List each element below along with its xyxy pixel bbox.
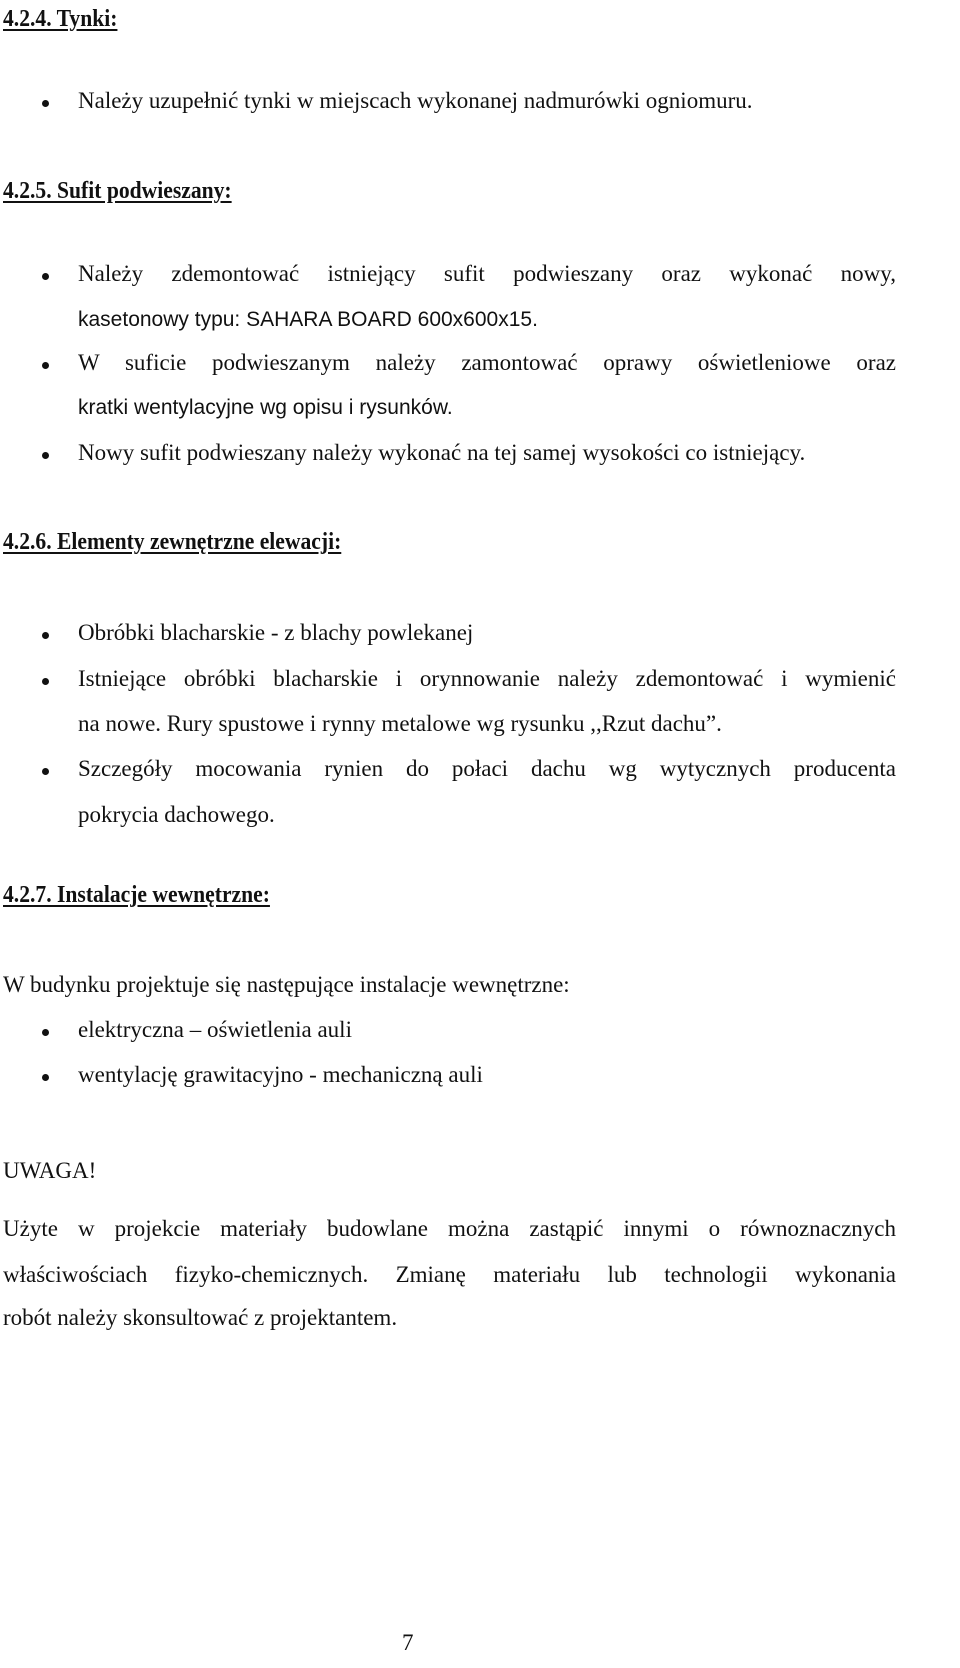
- section-intro: W budynku projektuje się następujące instalacje wewnętrzne:: [3, 972, 570, 997]
- note-line: właściwościach fizyko-chemicznych. Zmianę materiału lub technologii wykonania: [3, 1262, 896, 1287]
- bullet-icon: [42, 678, 49, 685]
- list-item-continuation: kasetonowy typu: SAHARA BOARD 600x600x15.: [78, 308, 538, 331]
- list-item-continuation: pokrycia dachowego.: [78, 802, 275, 827]
- section-heading-4-2-6: 4.2.6. Elementy zewnętrzne elewacji:: [3, 529, 342, 555]
- note-title: UWAGA!: [3, 1158, 97, 1183]
- bullet-icon: [42, 1074, 49, 1081]
- page-number: 7: [402, 1630, 414, 1655]
- section-heading-4-2-5: 4.2.5. Sufit podwieszany:: [3, 178, 232, 204]
- list-item-continuation: na nowe. Rury spustowe i rynny metalowe wg rysunku ,,Rzut dachu”.: [78, 711, 722, 736]
- section-heading-4-2-4: 4.2.4. Tynki:: [3, 6, 118, 32]
- list-item: Należy zdemontować istniejący sufit podwieszany oraz wykonać nowy,: [78, 261, 896, 286]
- list-item-continuation: kratki wentylacyjne wg opisu i rysunków.: [78, 396, 453, 419]
- list-item: Szczegóły mocowania rynien do połaci dachu wg wytycznych producenta: [78, 756, 896, 781]
- bullet-icon: [42, 100, 49, 107]
- section-heading-4-2-7: 4.2.7. Instalacje wewnętrzne:: [3, 882, 270, 908]
- bullet-icon: [42, 1029, 49, 1036]
- list-item: elektryczna – oświetlenia auli: [78, 1017, 352, 1042]
- bullet-icon: [42, 452, 49, 459]
- note-line: robót należy skonsultować z projektantem.: [3, 1305, 398, 1330]
- list-item: wentylację grawitacyjno - mechaniczną auli: [78, 1062, 483, 1087]
- list-item: Obróbki blacharskie - z blachy powlekanej: [78, 620, 474, 645]
- bullet-icon: [42, 273, 49, 280]
- bullet-icon: [42, 362, 49, 369]
- bullet-icon: [42, 768, 49, 775]
- list-item: Istniejące obróbki blacharskie i orynnowanie należy zdemontować i wymienić: [78, 666, 896, 691]
- note-line: Użyte w projekcie materiały budowlane można zastąpić innymi o równoznacznych: [3, 1216, 896, 1241]
- list-item: Należy uzupełnić tynki w miejscach wykonanej nadmurówki ogniomuru.: [78, 88, 753, 113]
- bullet-icon: [42, 632, 49, 639]
- list-item: Nowy sufit podwieszany należy wykonać na tej samej wysokości co istniejący.: [78, 440, 806, 465]
- list-item: W suficie podwieszanym należy zamontować oprawy oświetleniowe oraz: [78, 350, 896, 375]
